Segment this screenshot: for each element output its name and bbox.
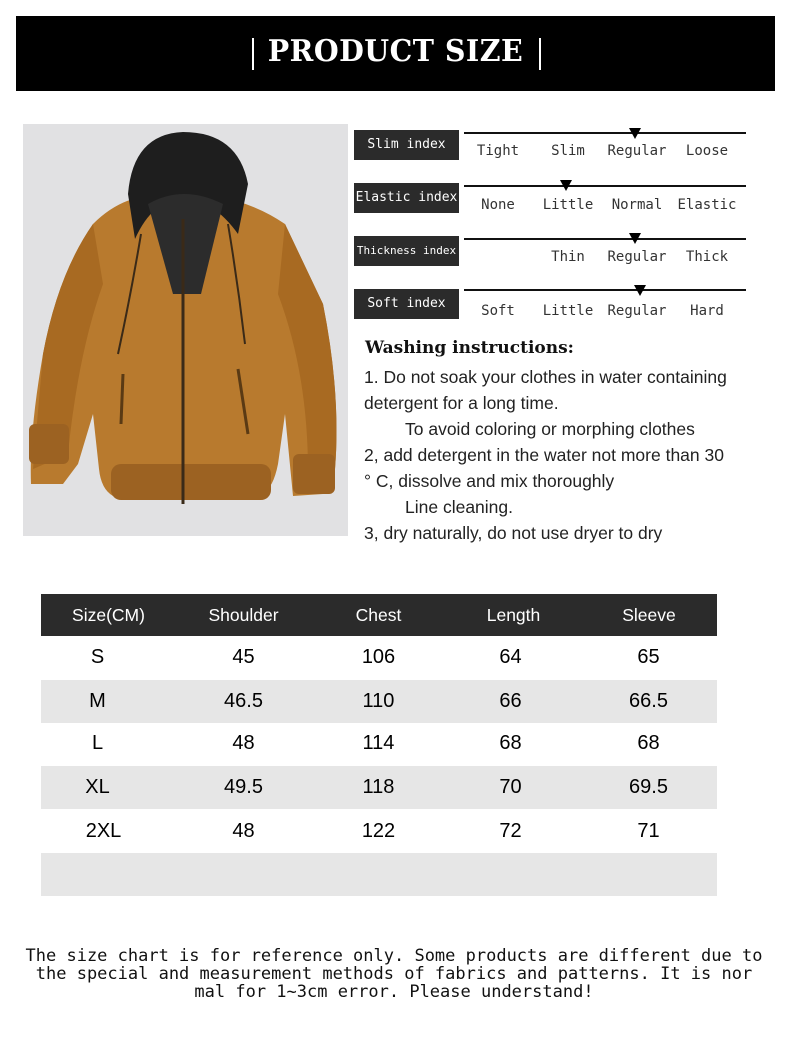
index-marker-icon <box>634 285 646 296</box>
table-cell: 64 <box>499 646 522 668</box>
table-cell: 68 <box>637 732 660 754</box>
table-row <box>41 722 717 765</box>
table-row <box>41 810 717 853</box>
banner-divider-right <box>539 38 541 70</box>
table-cell: 45 <box>232 646 255 668</box>
table-cell: 122 <box>361 820 396 842</box>
washing-title: Washing instructions: <box>365 338 574 358</box>
table-row <box>41 766 717 809</box>
table-cell: S <box>90 646 105 668</box>
table-row <box>41 636 717 679</box>
index-label: Slim index <box>354 130 459 160</box>
index-scale-line <box>464 238 746 240</box>
index-option: Thin <box>551 249 585 265</box>
header-size: Size(CM) <box>72 605 145 625</box>
header-length: Length <box>486 605 541 625</box>
index-option: Elastic <box>677 197 737 213</box>
disclaimer-line: The size chart is for reference only. Some products are different due to <box>25 946 763 966</box>
index-marker-icon <box>629 128 641 139</box>
washing-line: detergent for a long time. <box>364 393 559 413</box>
index-option: Regular <box>607 303 667 319</box>
table-cell: 70 <box>499 776 522 798</box>
table-row <box>41 680 717 723</box>
table-cell: 68 <box>499 732 522 754</box>
washing-line: 2, add detergent in the water not more than 30 <box>364 445 724 465</box>
index-marker-icon <box>560 180 572 191</box>
index-label: Elastic index <box>354 183 459 213</box>
table-cell: 48 <box>232 732 255 754</box>
size-disclaimer <box>14 947 774 1001</box>
table-cell: M <box>89 690 106 712</box>
table-cell: 69.5 <box>629 776 668 798</box>
table-cell: XL <box>85 776 110 798</box>
header-chest: Chest <box>355 605 402 625</box>
table-cell: 2XL <box>85 820 122 842</box>
table-cell: 46.5 <box>224 690 263 712</box>
index-option: Hard <box>690 303 724 319</box>
table-cell: 118 <box>362 776 395 798</box>
index-option: Normal <box>611 197 663 213</box>
index-marker-icon <box>629 233 641 244</box>
index-label: Soft index <box>354 289 459 319</box>
index-option: Little <box>542 303 594 319</box>
table-cell: 48 <box>232 820 255 842</box>
index-option: Tight <box>476 143 520 159</box>
product-image <box>23 124 348 536</box>
washing-line: 3, dry naturally, do not use dryer to dry <box>364 523 663 543</box>
washing-line: Line cleaning. <box>405 497 513 517</box>
index-scale-line <box>464 132 746 134</box>
table-cell: 72 <box>499 820 522 842</box>
table-cell: 66.5 <box>629 690 668 712</box>
washing-line: To avoid coloring or morphing clothes <box>405 419 695 439</box>
table-cell: 106 <box>361 646 396 668</box>
index-option: None <box>481 197 515 213</box>
table-cell: 65 <box>637 646 660 668</box>
disclaimer-line: mal for 1~3cm error. Please understand! <box>194 982 594 1002</box>
index-scale-line <box>464 289 746 291</box>
index-option: Loose <box>685 143 729 159</box>
index-label: Thickness index <box>354 236 459 266</box>
index-option: Soft <box>481 303 515 319</box>
index-option: Regular <box>607 143 667 159</box>
header-banner <box>16 16 775 91</box>
size-table-header <box>41 594 717 636</box>
washing-line: 1. Do not soak your clothes in water containing <box>364 367 727 387</box>
disclaimer-line: the special and measurement methods of fabrics and patterns. It is nor <box>35 964 753 984</box>
header-shoulder: Shoulder <box>208 605 279 625</box>
header-sleeve: Sleeve <box>622 605 676 625</box>
table-cell: L <box>91 732 104 754</box>
table-cell: 66 <box>499 690 522 712</box>
index-scale-line <box>464 185 746 187</box>
washing-line: ° C, dissolve and mix thoroughly <box>364 471 615 491</box>
table-row-empty <box>41 853 717 896</box>
table-cell: 114 <box>362 732 395 754</box>
index-option: Little <box>542 197 594 213</box>
index-option: Thick <box>685 249 729 265</box>
index-option: Slim <box>551 143 585 159</box>
index-option: Regular <box>607 249 667 265</box>
table-cell: 71 <box>637 820 660 842</box>
page-title: PRODUCT SIZE <box>267 34 524 69</box>
table-cell: 49.5 <box>224 776 263 798</box>
table-cell: 110 <box>362 690 395 712</box>
